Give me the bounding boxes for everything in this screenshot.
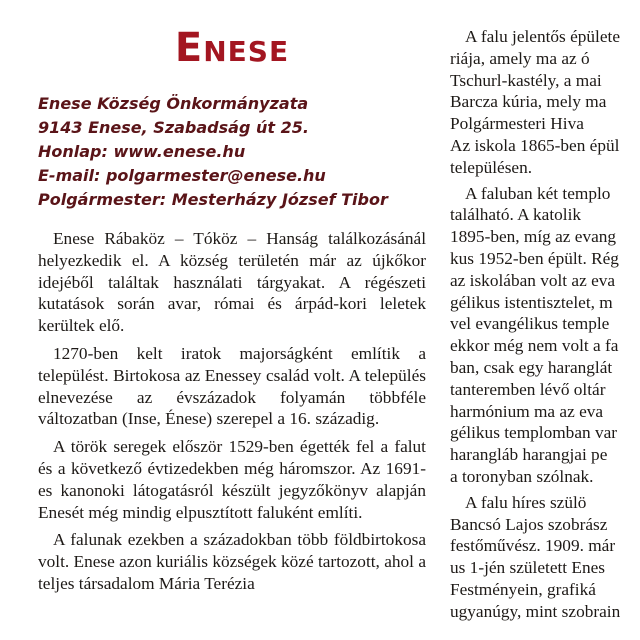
text-line: ugyanúgy, mint szobrain: [450, 601, 621, 621]
text-line: található. A katolik: [450, 205, 582, 225]
text-line: településen.: [450, 157, 533, 177]
text-line: a toronyban szólnak.: [450, 466, 594, 486]
text-line: Barcza kúria, mely ma: [450, 92, 607, 112]
contact-email: E-mail: polgarmester@enese.hu: [38, 166, 326, 185]
text-line: Bancsó Lajos szobrász: [450, 514, 608, 534]
contact-organization: Enese Község Önkormányzata: [38, 94, 309, 113]
text-line: az iskolában volt az eva: [450, 270, 616, 290]
contact-address: 9143 Enese, Szabadság út 25.: [38, 118, 309, 137]
text-line: Polgármesteri Hiva: [450, 114, 584, 134]
left-column: [38, 22, 426, 601]
text-line: us 1-jén született Enes: [450, 558, 606, 578]
contact-mayor: Polgármester: Mesterházy József Tibor: [38, 190, 388, 209]
text-line: Festményein, grafiká: [450, 579, 596, 599]
paragraph: A falunak ezekben a századokban több földbirtokosa volt. Enese azon kuriális községek közé tartozott, ahol a teljes társadalom Mária Terézia: [38, 530, 426, 593]
text-line: harmónium ma az eva: [450, 401, 604, 421]
text-line: ban, csak egy haranglát: [450, 357, 613, 377]
paragraph: 1270-ben kelt iratok majorságként említik a települést. Birtokosa az Enessey család volt. A település elnevezése az évszázadok folyamán többféle változatban (Inse, Énese) szerepel a 16. századig.: [38, 343, 426, 429]
text-line: riája, amely ma az ó: [450, 48, 590, 68]
contact-block: [38, 92, 426, 212]
text-line: gélikus templomban var: [450, 423, 618, 443]
text-line: A falu jelentős épülete: [465, 27, 620, 46]
text-line: ekkor még nem volt a fa: [450, 336, 619, 356]
paragraph: Enese Rábaköz – Tóköz – Hanság találkozásánál helyezkedik el. A község területén már az újkőkor idejéből találtak használati tárgyakat. A régészeti kutatások során avar, római és árpád-kori leletek kerültek elő.: [38, 229, 426, 336]
text-line: A falu híres szülö: [465, 492, 587, 512]
text-line: tanteremben lévő oltár: [450, 379, 606, 399]
page-title: Enese: [174, 25, 290, 71]
right-column: [450, 26, 640, 623]
paragraph: A török seregek először 1529-ben égették fel a falut és a következő évtizedekben még háromszor. Az 1691-es kanonoki látogatásról készült jegyzőkönyv alapján Enesét még mindig elpusztított faluként említi.: [38, 437, 426, 522]
text-line: A faluban két templo: [465, 183, 611, 203]
contact-website: Honlap: www.enese.hu: [38, 142, 246, 161]
text-line: Az iskola 1865-ben épül: [450, 135, 620, 155]
text-line: Tschurl-kastély, a mai: [450, 70, 602, 90]
text-line: festőművész. 1909. már: [450, 536, 616, 556]
text-line: gélikus istentisztelet, m: [450, 292, 613, 312]
text-line: vel evangélikus temple: [450, 314, 610, 334]
text-line: 1895-ben, míg az evang: [450, 227, 617, 247]
text-line: kus 1952-ben épült. Rég: [450, 248, 619, 268]
text-line: harangláb harangjai pe: [450, 445, 608, 465]
